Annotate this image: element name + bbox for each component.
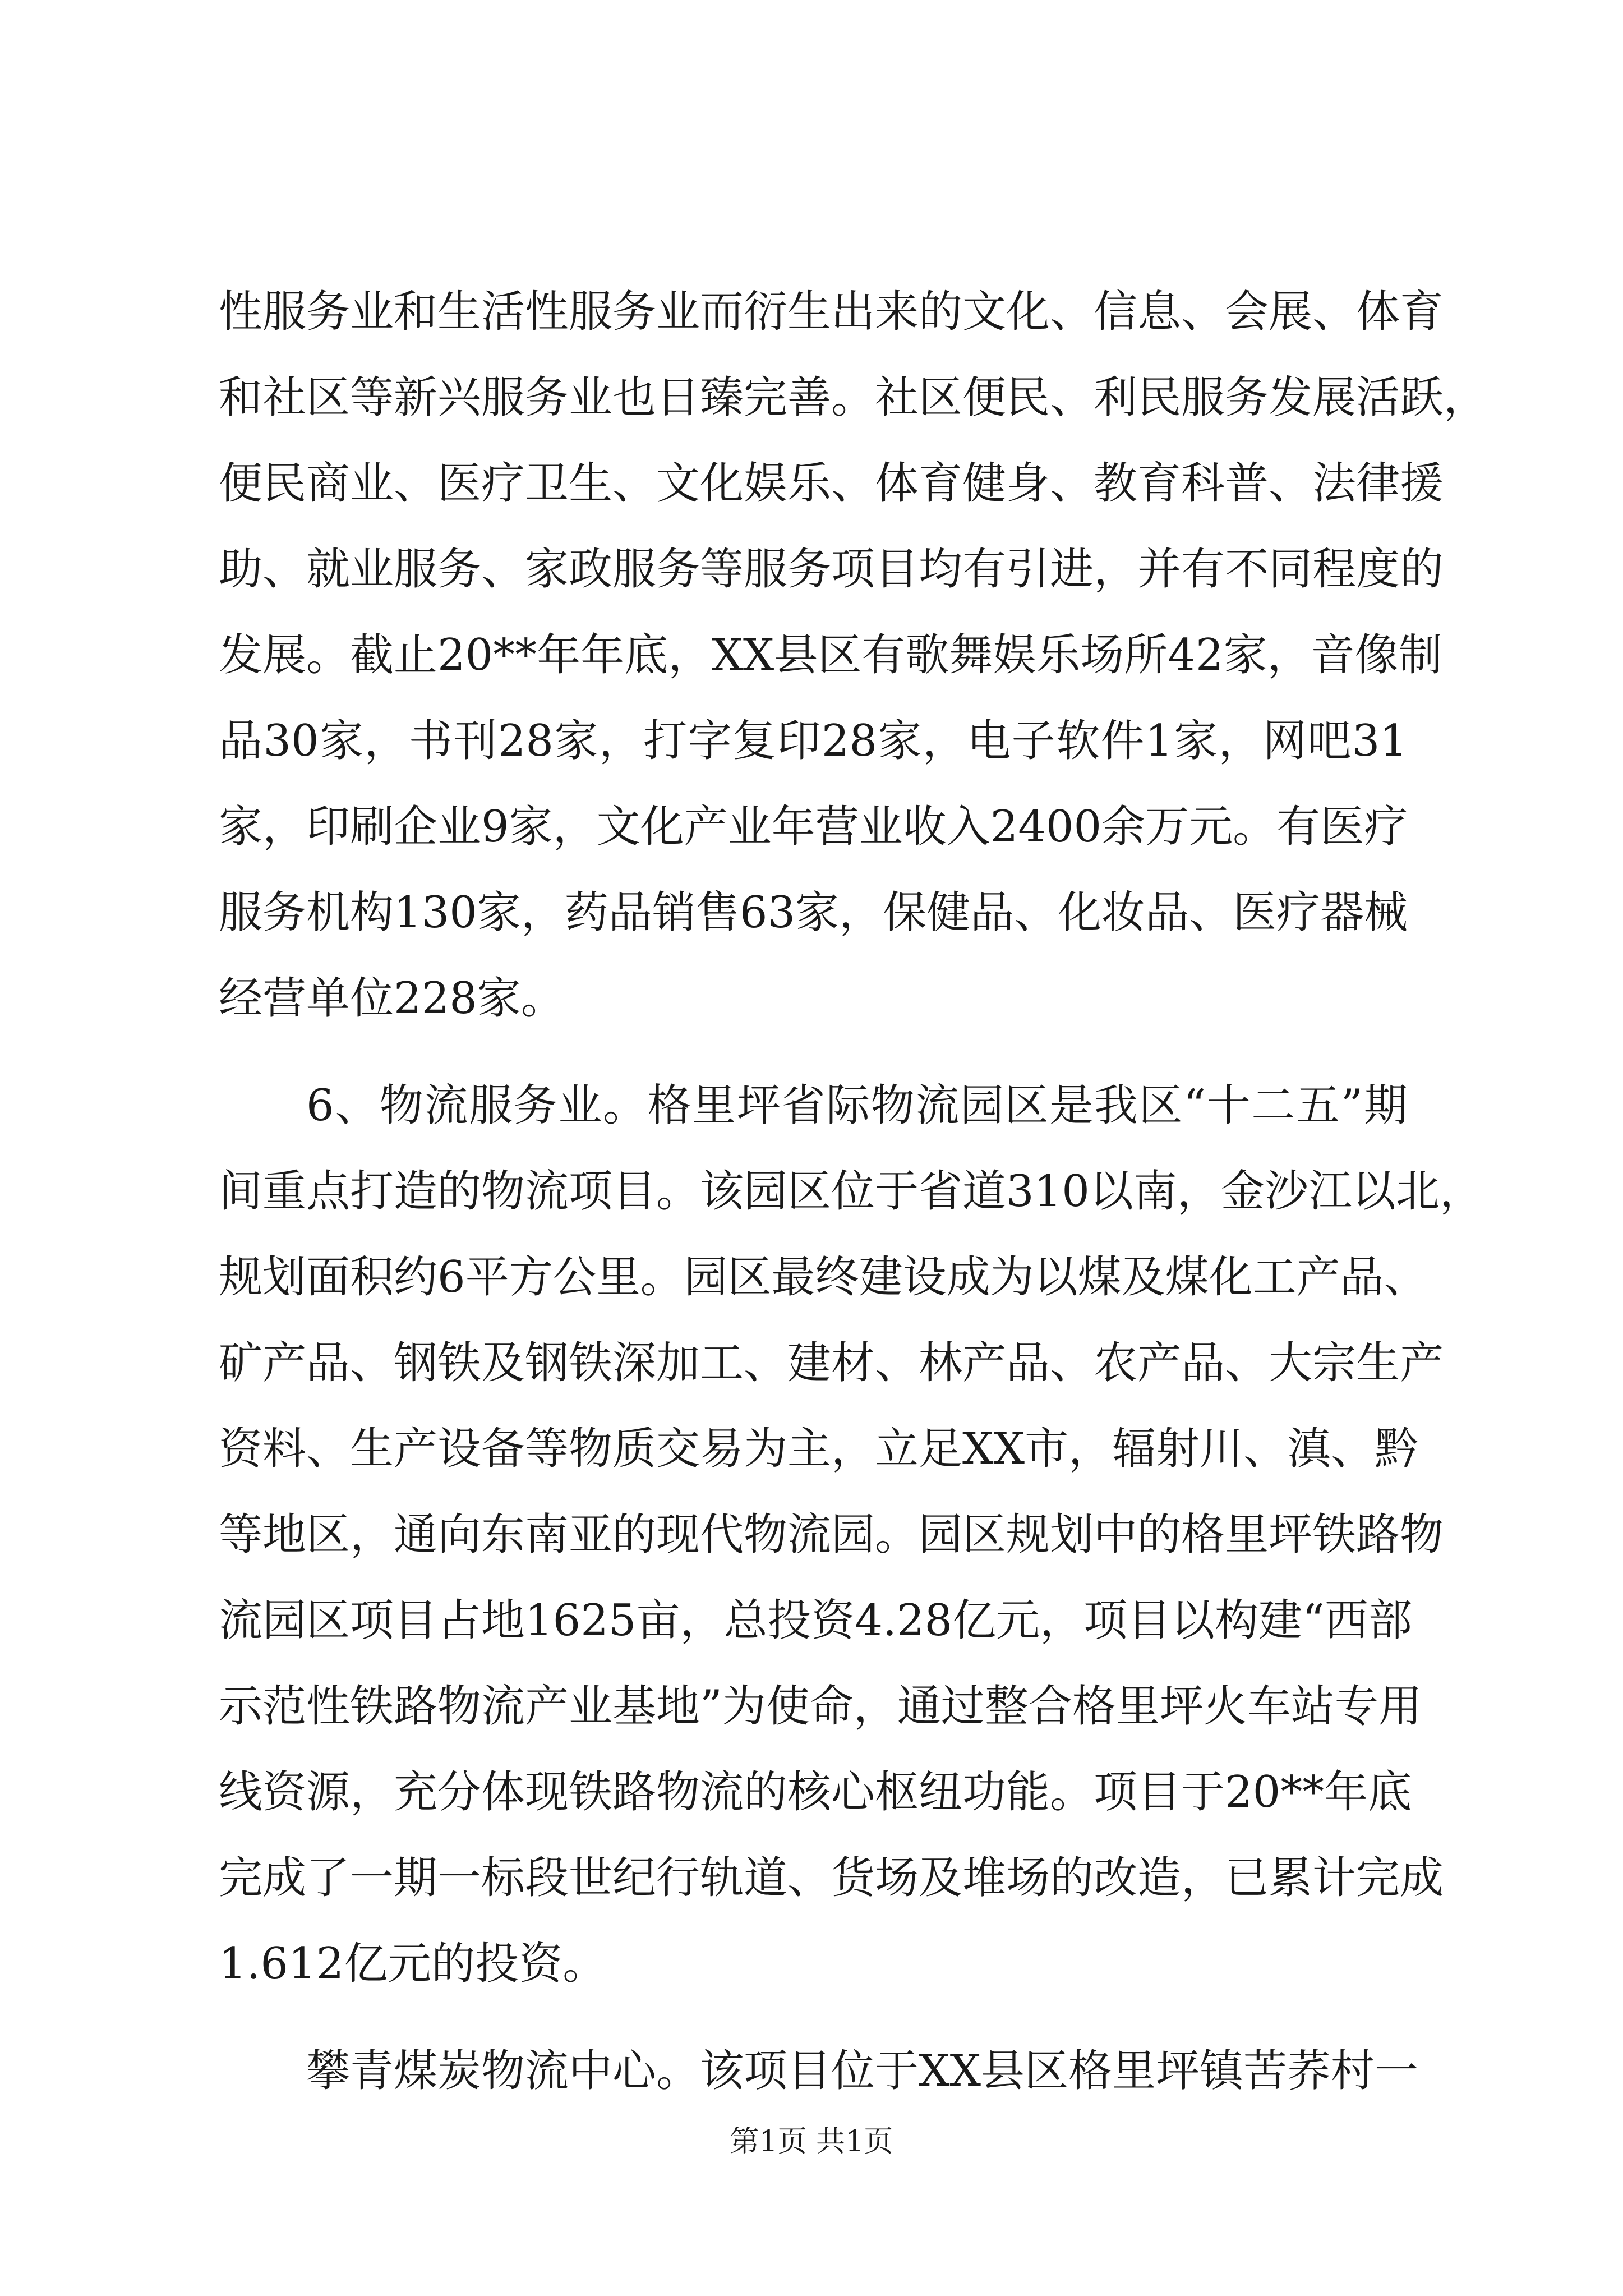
text-line: 流园区项目占地1625亩，总投资4.28亿元，项目以构建“西部 (219, 1595, 1413, 1646)
text-line: 线资源，充分体现铁路物流的核心枢纽功能。项目于20**年底 (219, 1767, 1412, 1818)
paragraph-coal-logistics (219, 2028, 1419, 2114)
text-line: 性服务业和生活性服务业而衍生出来的文化、信息、会展、体育 (219, 287, 1444, 337)
page-footer: 第1页 共1页 (730, 2125, 893, 2159)
text-line: 完成了一期一标段世纪行轨道、货场及堆场的改造，已累计完成 (219, 1853, 1444, 1903)
text-line: 便民商业、医疗卫生、文化娱乐、体育健身、教育科普、法律援 (219, 458, 1444, 509)
text-line: 等地区，通向东南亚的现代物流园。园区规划中的格里坪铁路物 (219, 1510, 1444, 1560)
paragraph-services (219, 269, 1488, 1042)
text-line: 规划面积约6平方公里。园区最终建设成为以煤及煤化工产品、 (219, 1252, 1428, 1303)
paragraph-logistics (219, 1063, 1483, 2007)
text-line: 攀青煤炭物流中心。该项目位于XX县区格里坪镇苦荞村一 (306, 2046, 1419, 2096)
document-body (219, 269, 1488, 2114)
text-line: 服务机构130家，药品销售63家，保健品、化妆品、医疗器械 (219, 887, 1408, 938)
text-line: 6、物流服务业。格里坪省际物流园区是我区“十二五”期 (306, 1080, 1408, 1131)
text-line: 品30家，书刊28家，打字复印28家，电子软件1家，网吧31 (219, 716, 1408, 766)
text-line: 1.612亿元的投资。 (219, 1939, 607, 1989)
text-line: 矿产品、钢铁及钢铁深加工、建材、林产品、农产品、大宗生产 (219, 1338, 1444, 1388)
text-line: 发展。截止20**年年底，XX县区有歌舞娱乐场所42家，音像制 (219, 630, 1442, 680)
text-line: 家，印刷企业9家，文化产业年营业收入2400余万元。有医疗 (219, 802, 1408, 852)
text-line: 间重点打造的物流项目。该园区位于省道310以南，金沙江以北， (219, 1166, 1483, 1217)
text-line: 和社区等新兴服务业也日臻完善。社区便民、利民服务发展活跃， (219, 372, 1488, 423)
text-line: 经营单位228家。 (219, 973, 565, 1024)
text-line: 资料、生产设备等物质交易为主，立足XX市，辐射川、滇、黔 (219, 1424, 1419, 1474)
text-line: 助、就业服务、家政服务等服务项目均有引进，并有不同程度的 (219, 544, 1444, 595)
text-line: 示范性铁路物流产业基地”为使命，通过整合格里坪火车站专用 (219, 1681, 1422, 1732)
